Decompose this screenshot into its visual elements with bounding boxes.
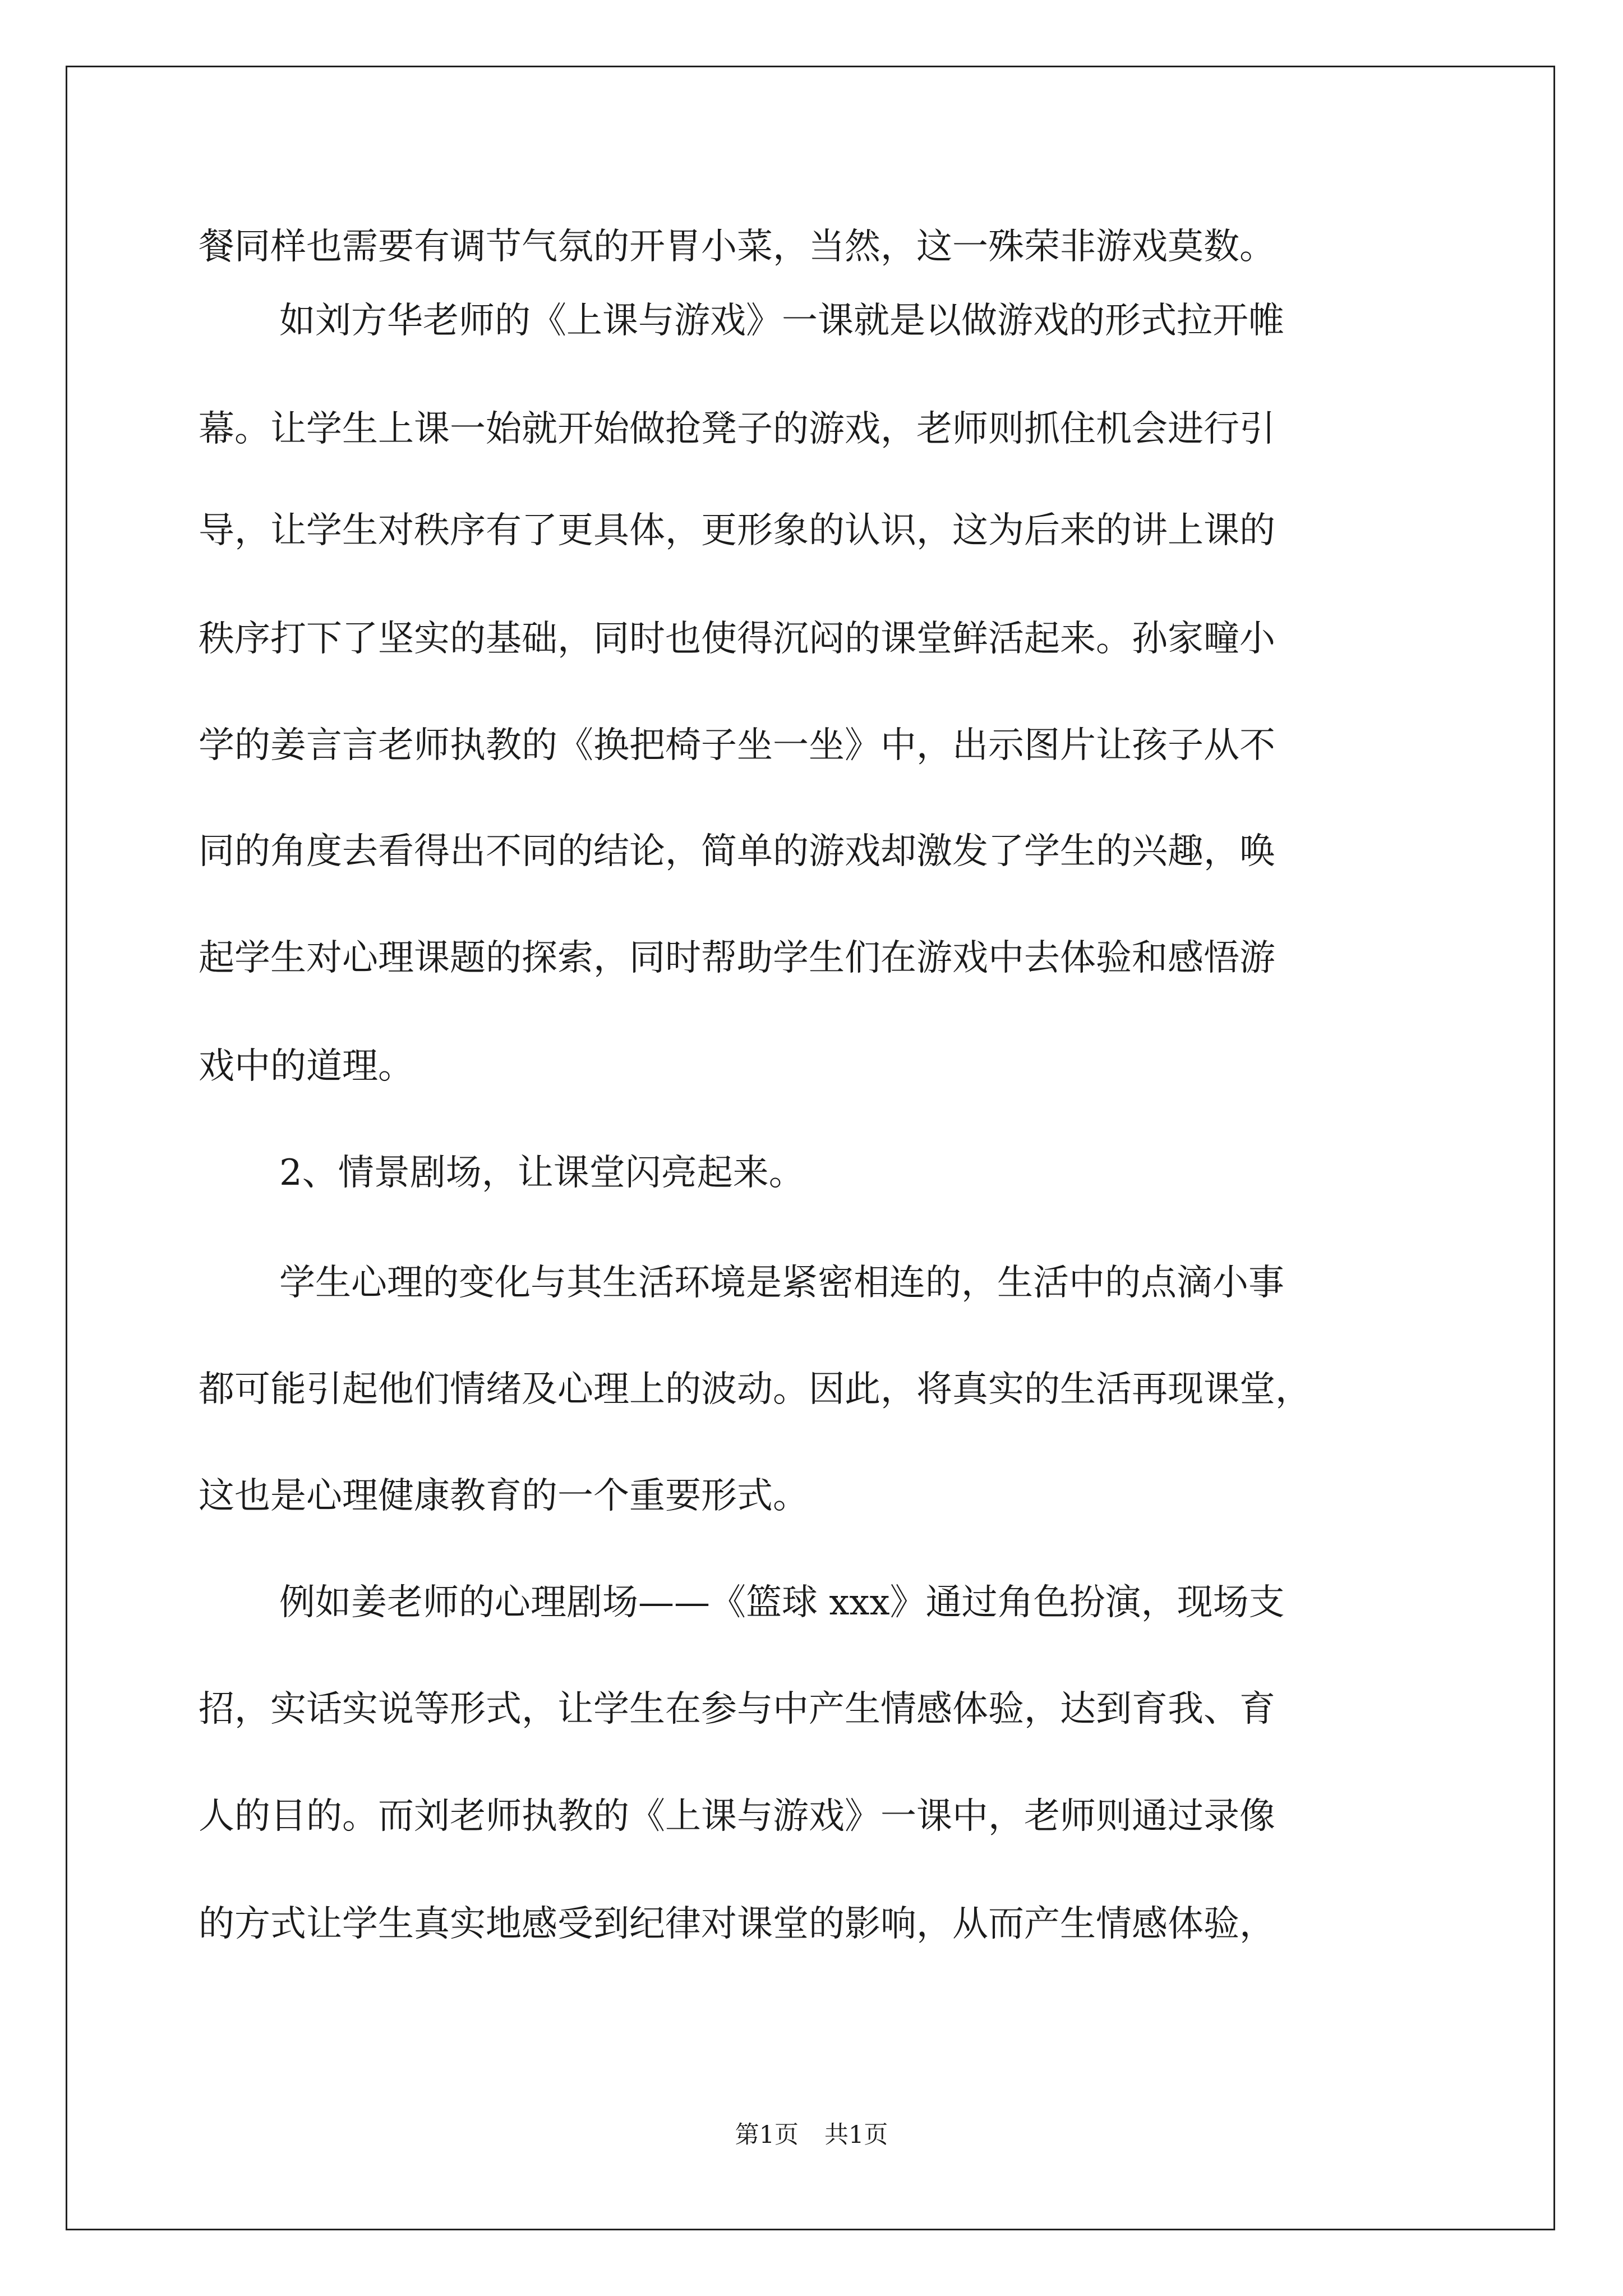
body-line: 餐同样也需要有调节气氛的开胃小菜，当然，这一殊荣非游戏莫数。 — [199, 226, 1275, 268]
body-line: 都可能引起他们情绪及心理上的波动。因此，将真实的生活再现课堂， — [199, 1369, 1311, 1410]
body-line: 学生心理的变化与其生活环境是紧密相连的，生活中的点滴小事 — [279, 1262, 1284, 1304]
body-line: 这也是心理健康教育的一个重要形式。 — [199, 1475, 809, 1517]
body-line: 如刘方华老师的《上课与游戏》一课就是以做游戏的形式拉开帷 — [279, 300, 1284, 342]
body-line: 人的目的。而刘老师执教的《上课与游戏》一课中，老师则通过录像 — [199, 1796, 1275, 1837]
body-line: 导，让学生对秩序有了更具体，更形象的认识，这为后来的讲上课的 — [199, 510, 1275, 551]
section-heading: 2、情景剧场，让课堂闪亮起来。 — [279, 1152, 805, 1194]
body-line: 的方式让学生真实地感受到纪律对课堂的影响，从而产生情感体验， — [199, 1903, 1275, 1945]
body-line: 幕。让学生上课一始就开始做抢凳子的游戏，老师则抓住机会进行引 — [199, 408, 1275, 450]
body-line: 例如姜老师的心理剧场——《篮球 xxx》通过角色扮演，现场支 — [279, 1582, 1285, 1623]
page-total: 共1页 — [824, 2121, 888, 2149]
body-line: 戏中的道理。 — [199, 1046, 414, 1087]
body-line: 学的姜言言老师执教的《换把椅子坐一坐》中，出示图片让孩子从不 — [199, 725, 1275, 766]
body-line: 起学生对心理课题的探索，同时帮助学生们在游戏中去体验和感悟游 — [199, 937, 1275, 979]
body-line: 招，实话实说等形式，让学生在参与中产生情感体验，达到育我、育 — [199, 1688, 1275, 1730]
body-line: 同的角度去看得出不同的结论，简单的游戏却激发了学生的兴趣，唤 — [199, 831, 1275, 872]
body-line: 秩序打下了坚实的基础，同时也使得沉闷的课堂鲜活起来。孙家疃小 — [199, 618, 1275, 660]
page-number: 第1页 — [735, 2121, 799, 2149]
page-footer — [0, 2119, 1623, 2151]
